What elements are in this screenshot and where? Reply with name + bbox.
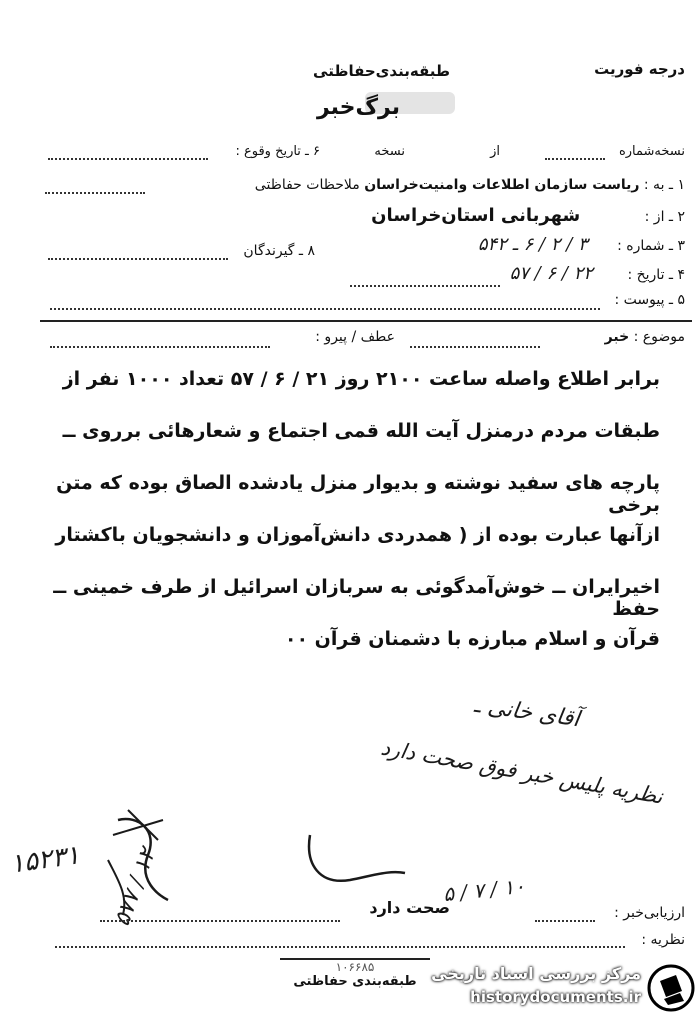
body-line: اخیرایران ــ خوش‌آمدگوئی به سربازان اسرائیل از طرف خمینی ــ حفظ [53, 576, 660, 620]
field-attachment [614, 292, 685, 308]
reference-label: عطف / پیرو : [315, 329, 395, 345]
handwritten-note: آقای خانی ـ [473, 692, 582, 733]
field-from [371, 205, 685, 226]
classification-stamp [280, 958, 430, 998]
body-line: برابر اطلاع واصله ساعت ۲۱۰۰ روز ۲۱ / ۶ / ۵۷ تعداد ۱۰۰۰ نفر از [62, 368, 660, 390]
subject-row [605, 329, 685, 345]
body-line: پارچه های سفید نوشته و بدیوار منزل یادشده الصاق بوده که متن برخی [56, 472, 660, 516]
copy-of-label: از [490, 144, 500, 159]
field-date-value: ۲۲ / ۶ / ۵۷ [509, 263, 593, 284]
archive-logo-icon [646, 963, 696, 1013]
classification-label: طبقه‌بندی‌حفاظتی [313, 62, 450, 80]
field-number [478, 234, 685, 255]
subject-label: موضوع : [633, 329, 685, 345]
field-to-label: ۱ ـ به : [643, 177, 685, 193]
field-to [255, 177, 685, 193]
stamp-classification: طبقه‌بندی حفاظتی [293, 974, 417, 989]
handwritten-file-number: ۱۵۲۳۱ [8, 840, 82, 880]
field-to-suffix: ملاحظات حفاظتی [254, 177, 360, 193]
watermark-url: historydocuments.ir [470, 988, 641, 1006]
field-date-label: ۴ ـ تاریخ : [627, 267, 685, 283]
occurrence-date-label: ۶ ـ تاریخ وقوع : [235, 144, 320, 159]
field-from-value: شهربانی استان‌خراسان [371, 205, 581, 226]
accuracy-label: صحت دارد [369, 898, 450, 917]
evaluation-label: ارزیابی‌خبر : [614, 905, 685, 921]
field-date [510, 263, 685, 284]
opinion-label: نظریه : [641, 932, 685, 948]
watermark [418, 958, 696, 1018]
recipients-label: ۸ ـ گیرندگان [243, 243, 315, 259]
body-line: ازآنها عبارت بوده از ( همدردی دانش‌آموزان و دانشجویان باکشتار [55, 524, 660, 546]
copy-label: نسخه [374, 144, 405, 159]
urgency-label: درجه فوریت [594, 60, 685, 78]
copy-number-label: نسخه‌شماره [618, 144, 685, 159]
field-number-label: ۳ ـ شماره : [617, 238, 685, 254]
field-number-value: ۳ / ۲ / ۶ ـ ۵۴۲ [477, 234, 588, 255]
handwritten-code: ۵۷۷ / ۱۲ [109, 845, 161, 930]
document-title: برگ‌خبر [317, 95, 400, 120]
header-divider [40, 320, 692, 322]
watermark-title: مرکز بررسی اسناد تاریخی [431, 964, 641, 983]
body-line: طبقات مردم درمنزل آیت الله قمی اجتماع و شعارهائی برروی ــ [62, 420, 660, 442]
stamp-number: ۱۰۶۶۸۵ [335, 960, 375, 974]
field-from-label: ۲ ـ از : [644, 209, 685, 225]
subject-value: خبر [604, 329, 630, 345]
field-attachment-label: ۵ ـ پیوست : [614, 292, 685, 308]
body-line: قرآن و اسلام مبارزه با دشمنان قرآن ۰۰ [284, 628, 660, 650]
accuracy-value: ۵ / ۷ / ۱۰ [442, 873, 527, 907]
field-to-value: ریاست سازمان اطلاعات وامنیت‌خراسان [364, 177, 640, 193]
signature-mark [300, 825, 410, 895]
handwritten-note: نظریه پلیس خبر فوق صحت دارد [379, 735, 665, 809]
